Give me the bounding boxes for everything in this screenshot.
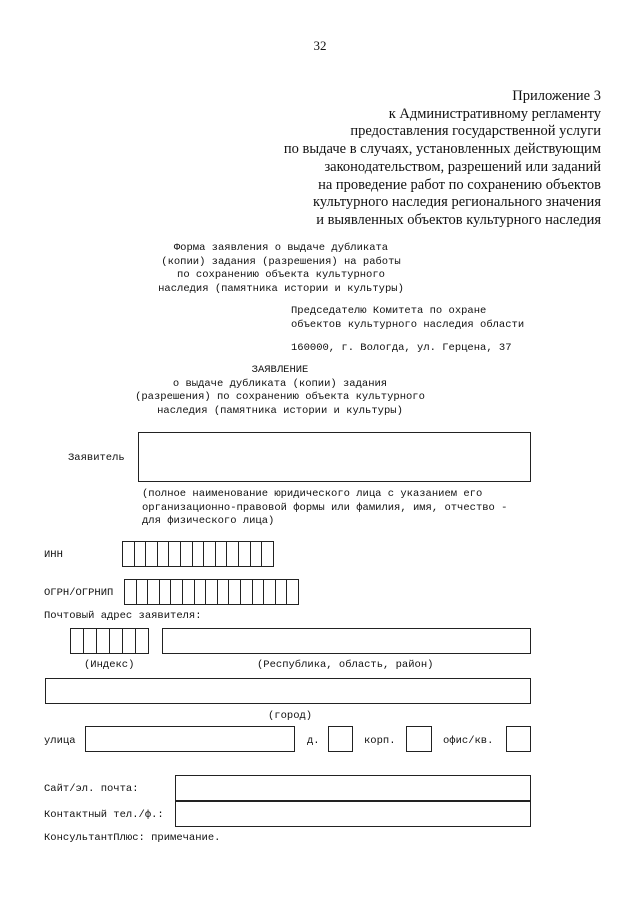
addressee-line: объектов культурного наследия области	[291, 318, 525, 331]
phone-field[interactable]	[175, 801, 531, 827]
phone-label: Контактный тел./ф.:	[44, 809, 164, 821]
index-cell[interactable]	[83, 628, 97, 654]
office-field[interactable]	[506, 726, 531, 752]
applicant-hint	[142, 488, 507, 529]
footer-note: КонсультантПлюс: примечание.	[44, 832, 221, 844]
appendix-line: предоставления государственной услуги	[350, 123, 601, 140]
form-caption-line: наследия (памятника истории и культуры)	[158, 282, 404, 295]
form-caption-line: Форма заявления о выдаче дубликата	[173, 242, 389, 254]
statement-line: (разрешения) по сохранению объекта культурного	[135, 391, 425, 403]
index-field[interactable]	[70, 628, 149, 654]
city-caption: (город)	[268, 710, 313, 722]
statement-line: наследия (памятника истории и культуры)	[157, 404, 403, 417]
index-cell[interactable]	[96, 628, 110, 654]
applicant-label: Заявитель	[68, 452, 125, 464]
street-field[interactable]	[85, 726, 295, 752]
applicant-hint-line: (полное наименование юридического лица с указанием его	[142, 488, 483, 500]
addressee	[291, 305, 524, 332]
form-caption-line: (копии) задания (разрешения) на работы	[161, 255, 401, 268]
index-cell[interactable]	[109, 628, 123, 654]
appendix-line: культурного наследия регионального значения	[313, 194, 601, 211]
ogrn-field[interactable]	[124, 579, 299, 605]
building-field[interactable]	[406, 726, 432, 752]
addressee-address: 160000, г. Вологда, ул. Герцена, 37	[291, 342, 512, 354]
form-caption-line: по сохранению объекта культурного	[177, 269, 385, 281]
index-caption: (Индекс)	[84, 659, 135, 671]
appendix-line: законодательством, разрешений или заданий	[324, 158, 601, 175]
form-caption	[150, 242, 412, 296]
appendix-line: и выявленных объектов культурного наследия	[316, 211, 601, 228]
statement-line: о выдаче дубликата (копии) задания	[172, 377, 388, 390]
appendix-header	[200, 88, 601, 230]
page-number: 32	[313, 38, 327, 53]
office-label: офис/кв.	[443, 735, 494, 747]
inn-cell[interactable]	[261, 541, 274, 567]
applicant-hint-line: организационно-правовой формы или фамилия, имя, отчество -	[142, 501, 508, 514]
region-caption: (Республика, область, район)	[257, 659, 434, 671]
site-field[interactable]	[175, 775, 531, 801]
index-cell[interactable]	[122, 628, 136, 654]
postal-label: Почтовый адрес заявителя:	[44, 610, 202, 622]
addressee-line: Председателю Комитета по охране	[291, 305, 487, 317]
appendix-line: на проведение работ по сохранению объектов	[318, 176, 601, 193]
street-label: улица	[44, 735, 76, 747]
appendix-title: Приложение 3	[512, 88, 601, 104]
applicant-field[interactable]	[138, 432, 531, 482]
appendix-line: по выдаче в случаях, установленных действующим	[283, 141, 601, 158]
house-field[interactable]	[328, 726, 353, 752]
city-field[interactable]	[45, 678, 531, 704]
statement-block	[120, 364, 440, 418]
house-label: д.	[307, 735, 320, 747]
index-cell[interactable]	[70, 628, 84, 654]
appendix-line: к Административному регламенту	[388, 105, 601, 122]
statement-title: ЗАЯВЛЕНИЕ	[251, 364, 309, 376]
inn-field[interactable]	[122, 541, 274, 567]
ogrn-label: ОГРН/ОГРНИП	[44, 587, 114, 599]
applicant-hint-line: для физического лица)	[142, 515, 275, 527]
site-label: Сайт/эл. почта:	[44, 783, 139, 795]
inn-label: ИНН	[44, 549, 63, 561]
index-cell[interactable]	[135, 628, 149, 654]
building-label: корп.	[364, 735, 396, 747]
region-field[interactable]	[162, 628, 531, 654]
ogrn-cell[interactable]	[286, 579, 299, 605]
